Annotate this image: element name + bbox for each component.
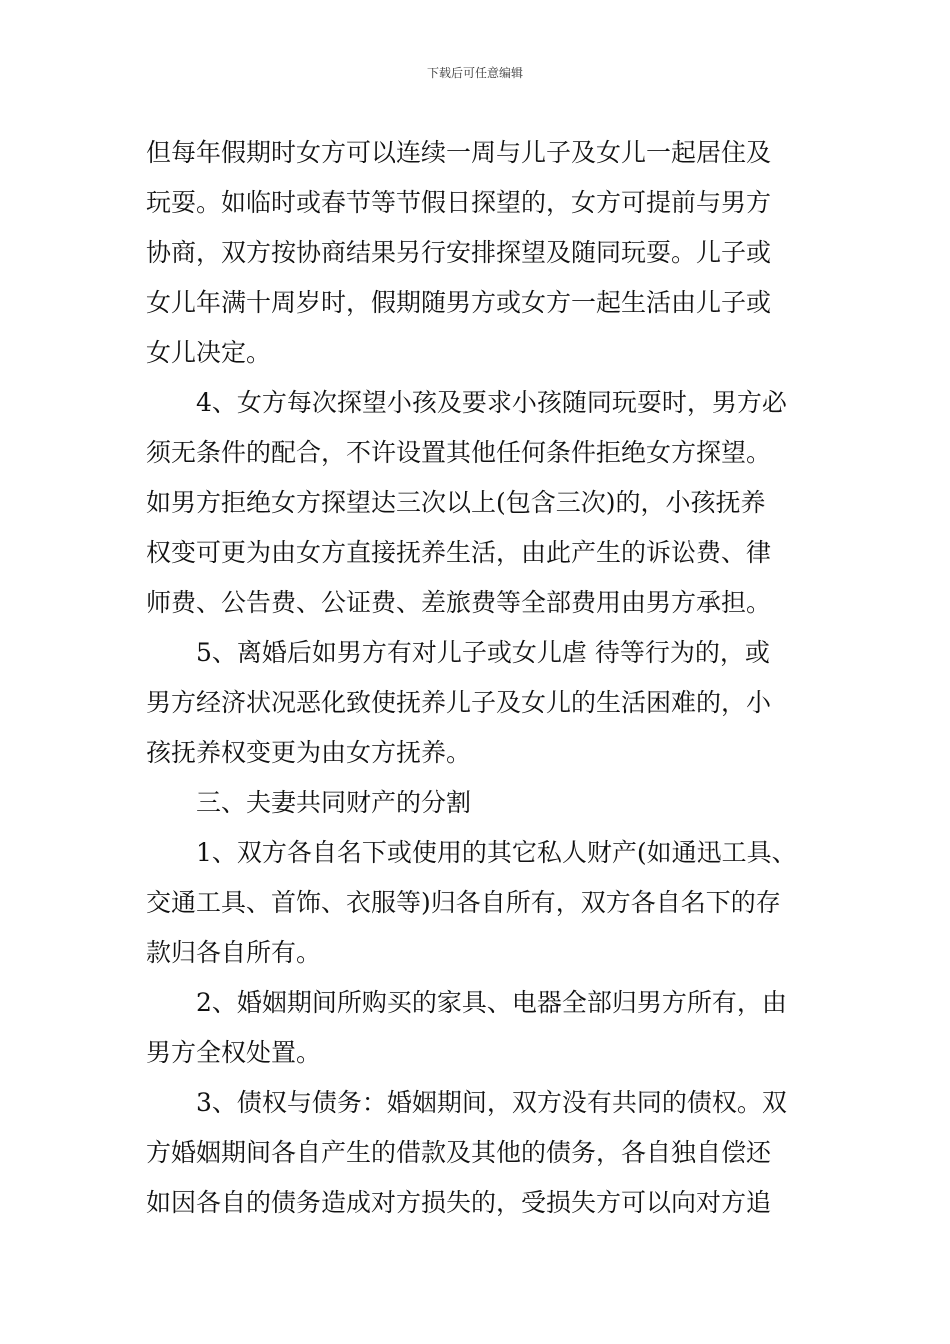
paragraph-start-line: 2、婚姻期间所购买的家具、电器全部归男方所有，由: [196, 988, 787, 1017]
paragraph-start-line: 1、双方各自名下或使用的其它私人财产(如通迅工具、: [196, 838, 797, 867]
text-line: 协商，双方按协商结果另行安排探望及随同玩耍。儿子或: [146, 238, 772, 267]
text-line: 但每年假期时女方可以连续一周与儿子及女儿一起居住及: [146, 138, 772, 167]
text-line: 权变可更为由女方直接抚养生活，由此产生的诉讼费、律: [146, 538, 772, 567]
paragraph-start-line: 3、债权与债务：婚姻期间，双方没有共同的债权。双: [196, 1088, 787, 1117]
text-line: 如因各自的债务造成对方损失的，受损失方可以向对方追: [146, 1188, 772, 1217]
text-line: 须无条件的配合，不许设置其他任何条件拒绝女方探望。: [146, 438, 772, 467]
text-line: 师费、公告费、公证费、差旅费等全部费用由男方承担。: [146, 588, 772, 617]
text-line: 款归各自所有。: [146, 938, 322, 967]
document-body: [146, 128, 826, 1228]
text-line: 女儿年满十周岁时，假期随男方或女方一起生活由儿子或: [146, 288, 772, 317]
text-line: 交通工具、首饰、衣服等)归各自所有，双方各自名下的存: [146, 888, 781, 917]
section-heading: 三、夫妻共同财产的分割: [196, 788, 472, 817]
text-line: 女儿决定。: [146, 338, 272, 367]
page-header: 下载后可任意编辑: [426, 66, 523, 80]
paragraph-start-line: 5、离婚后如男方有对儿子或女儿虐 待等行为的，或: [196, 638, 770, 667]
paragraph-start-line: 4、女方每次探望小孩及要求小孩随同玩耍时，男方必: [196, 388, 787, 417]
text-line: 如男方拒绝女方探望达三次以上(包含三次)的，小孩抚养: [146, 488, 766, 517]
text-line: 男方全权处置。: [146, 1038, 322, 1067]
text-line: 玩耍。如临时或春节等节假日探望的，女方可提前与男方: [146, 188, 772, 217]
text-line: 方婚姻期间各自产生的借款及其他的债务，各自独自偿还: [146, 1138, 772, 1167]
text-line: 男方经济状况恶化致使抚养儿子及女儿的生活困难的，小: [146, 688, 772, 717]
text-line: 孩抚养权变更为由女方抚养。: [146, 738, 472, 767]
